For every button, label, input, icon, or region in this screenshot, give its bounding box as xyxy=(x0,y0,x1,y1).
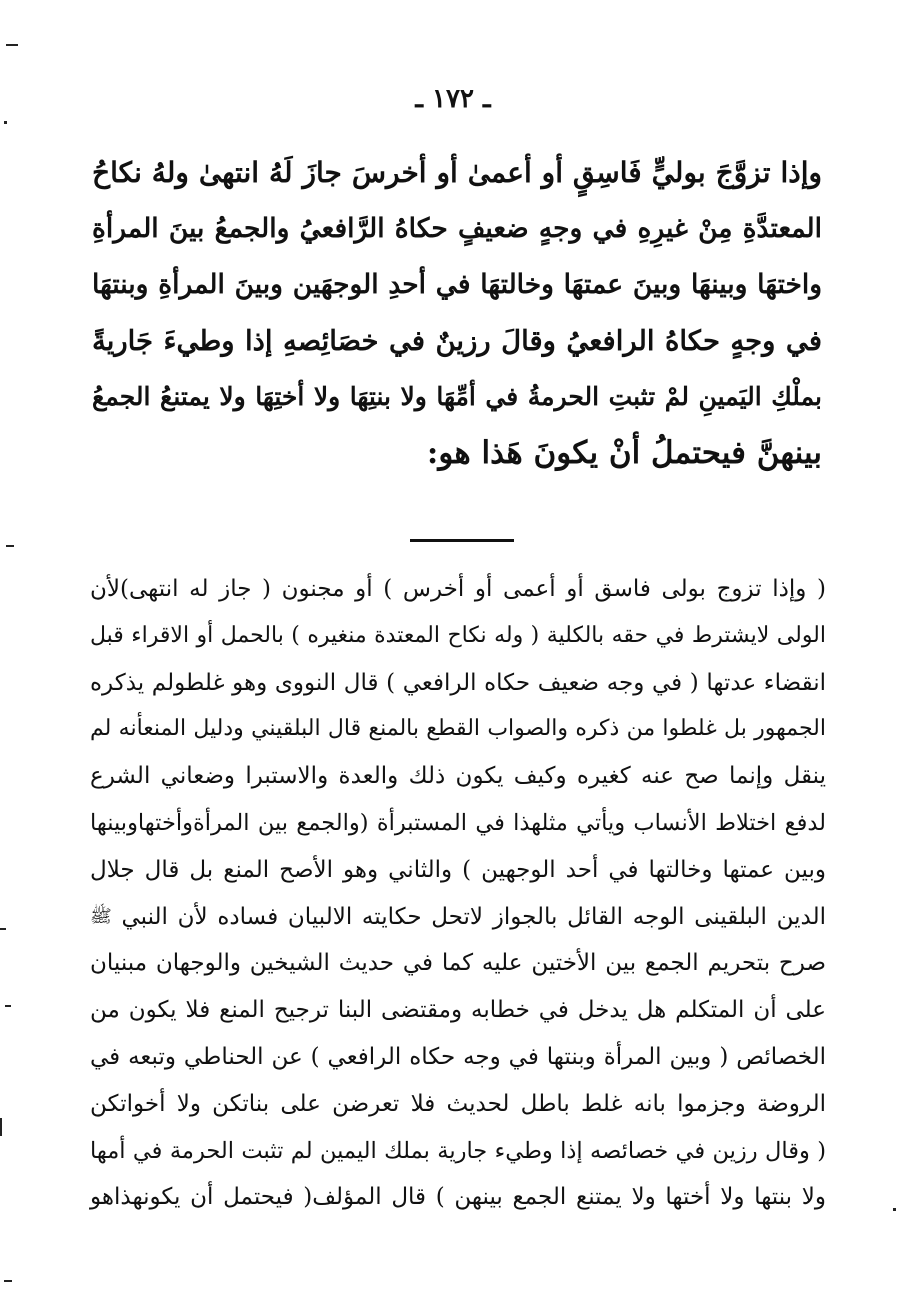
sharh-line: الروضة وجزموا بانه غلط باطل لحديث فلا تعرضن على بناتكن ولا أخواتكن xyxy=(90,1090,826,1117)
scan-speck xyxy=(4,121,7,124)
scan-speck xyxy=(893,1208,896,1211)
matn-line: في وجهٍ حكاهُ الرافعيُ وقالَ رزينٌ في خصَائِصهِ إذا وطيءَ جَاريةً xyxy=(92,325,822,357)
sharh-line: ( وقال رزين في خصائصه إذا وطيء جارية بملك اليمين لم تثبت الحرمة في أمها xyxy=(90,1137,826,1164)
scan-speck xyxy=(0,1118,2,1136)
matn-line: المعتدَّةِ مِنْ غيرِهِ في وجهٍ ضعيفٍ حكاهُ الرَّافعيُ والجمعُ بينَ المرأةِ xyxy=(92,213,822,244)
sharh-line: وبين عمتها وخالتها في أحد الوجهين ) والثاني وهو الأصح المنع بل قال جلال xyxy=(90,856,826,883)
sharh-line: لدفع اختلاط الأنساب ويأتي مثلهذا في المستبرأة (والجمع بين المرأةوأختهاوبينها xyxy=(90,809,826,836)
scan-speck xyxy=(0,928,6,930)
sharh-line: ( وإذا تزوج بولى فاسق أو أعمى أو أخرس ) أو مجنون ( جاز له انتهى)لأن xyxy=(90,576,826,602)
sharh-commentary-block xyxy=(90,566,826,1221)
sharh-line-text: الدين البلقينى الوجه القائل بالجواز لاتحل حكايته الالبيان فساده لأن النبي xyxy=(121,903,826,930)
sharh-line: ينقل وإنما صح عنه كغيره وكيف يكون ذلك والعدة والاستبرا وضعاني الشرع xyxy=(90,763,826,790)
sharh-line: على أن المتكلم هل يدخل في خطابه ومقتضى البنا ترجيح المنع فلا يكون من xyxy=(90,997,826,1024)
scan-speck xyxy=(5,1005,11,1007)
matn-line: وإذا تزوَّجَ بوليٍّ فَاسِقٍ أو أعمىٰ أو أخرسَ جازَ لَهُ انتهىٰ ولهُ نكاحُ xyxy=(92,156,822,189)
matn-line: واختهَا وبينهَا وبينَ عمتهَا وخالتهَا في أحدِ الوجهَين وبينَ المرأةِ وبنتهَا xyxy=(92,269,822,300)
page-number: ـ ١٧٢ ـ xyxy=(415,84,491,114)
matn-line: بينهنَّ فيحتملُ أنْ يكونَ هَذا هو: xyxy=(426,435,822,471)
sharh-line-with-salutation xyxy=(90,894,826,941)
sharh-line: صرح بتحريم الجمع بين الأختين عليه كما في حديث الشيخين والوجهان مبنيان xyxy=(90,950,826,977)
matn-line: بملْكِ اليَمينِ لمْ تثبتِ الحرمةُ في أمِّهَا ولا بنتِهَا ولا أختِهَا ولا يمتنعُ الجمعُ xyxy=(92,382,822,411)
section-divider xyxy=(410,539,514,542)
scan-speck xyxy=(4,1280,12,1282)
scan-speck xyxy=(6,545,14,547)
scan-speck xyxy=(6,44,18,46)
salutation-glyph: ﷺ xyxy=(90,906,112,928)
sharh-line: الولى لايشترط في حقه بالكلية ( وله نكاح المعتدة منغيره ) بالحمل أو الاقراء قبل xyxy=(90,622,826,648)
sharh-line: الخصائص ( وبين المرأة وبنتها في وجه حكاه الرافعي ) عن الحناطي وتبعه في xyxy=(90,1043,826,1070)
sharh-line: ولا بنتها ولا أختها ولا يمتنع الجمع بينهن ) قال المؤلف( فيحتمل أن يكونهذاهو xyxy=(90,1184,826,1211)
sharh-line: الجمهور بل غلطوا من ذكره والصواب القطع بالمنع قال البلقيني ودليل المنعأنه لم xyxy=(90,716,826,742)
sharh-line: انقضاء عدتها ( في وجه ضعيف حكاه الرافعي ) قال النووى وهو غلطولم يذكره xyxy=(90,669,826,696)
matn-text-block xyxy=(92,145,822,481)
